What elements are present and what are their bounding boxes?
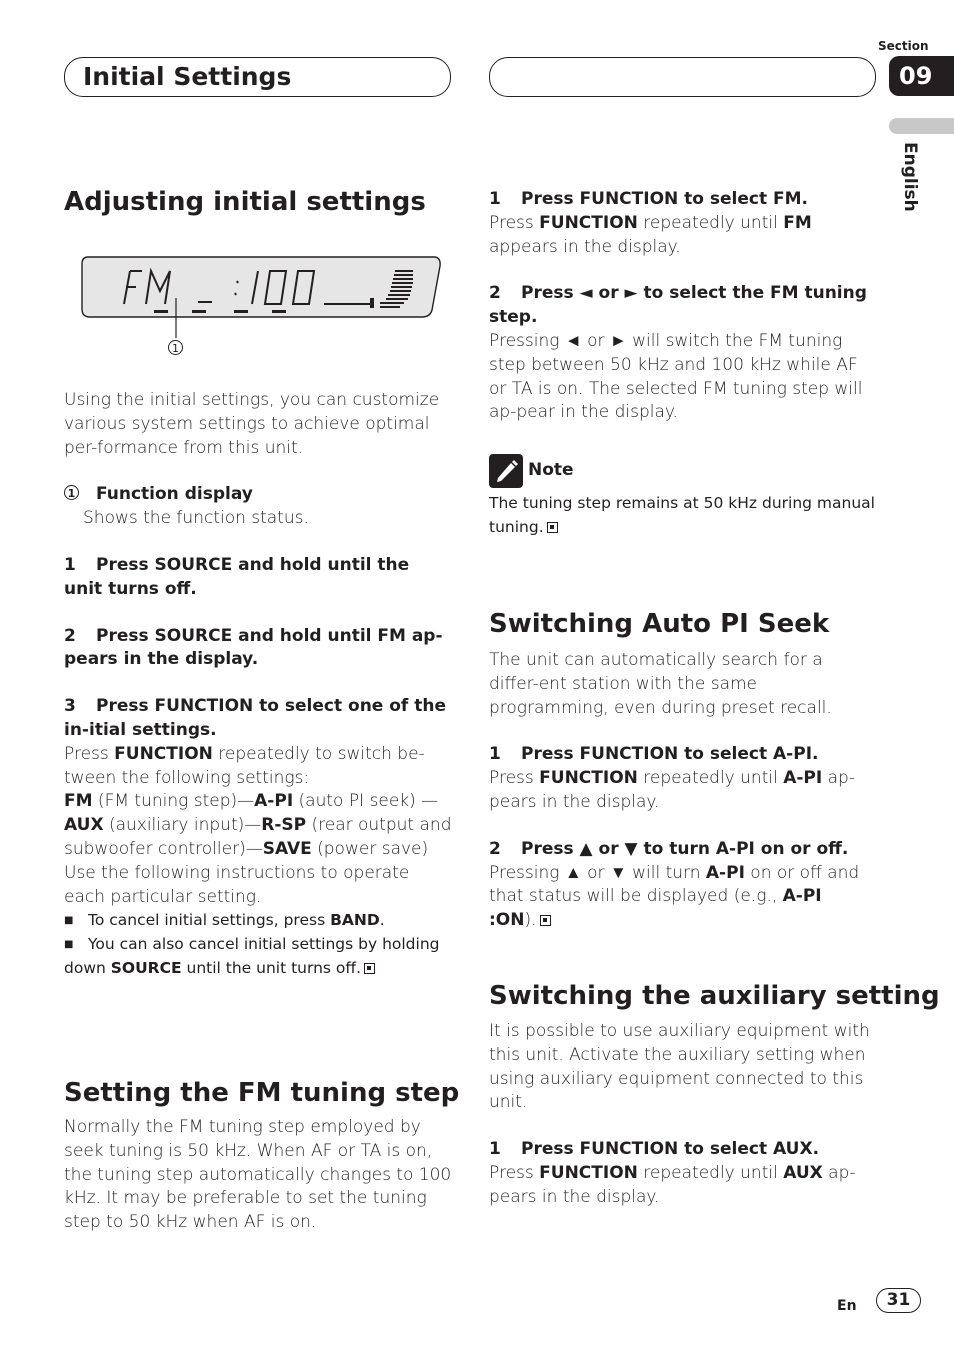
aux-intro: It is possible to use auxiliary equipment with this unit. Activate the auxiliary setting when using auxiliary equipment connected to this unit. [489, 1021, 870, 1113]
step-3 [64, 695, 452, 743]
function-display-item [64, 483, 452, 507]
step-text: Press SOURCE and hold until FM ap-pears in the display. [64, 625, 443, 670]
heading-auto-pi-seek: Switching Auto PI Seek [489, 609, 830, 639]
section-title-box [64, 57, 451, 97]
callout-marker-text: 1 [64, 485, 79, 500]
section-subtitle-box [489, 57, 876, 97]
step-3-body: Press FUNCTION repeatedly to switch be-tween the following settings: FM (FM tuning step)—A-PI (auto PI seek) —AUX (auxiliary input)—R-SP (rear output and subwoofer controller)—SAVE (power save) Use the following instructions to operate each particular setting. [64, 743, 452, 907]
section-label: Section [878, 39, 929, 53]
function-display-illustration [80, 254, 442, 364]
step-number: 1 [64, 554, 76, 575]
api-step-2: 2 Press ▲ or ▼ to turn A-PI on or off. [489, 838, 849, 859]
heading-adjusting: Adjusting initial settings [64, 187, 426, 217]
step-number: 2 [64, 625, 76, 646]
end-mark-icon [547, 522, 558, 533]
step-number: 3 [64, 696, 76, 717]
step-2 [64, 625, 452, 673]
item-title: Function display [96, 484, 253, 505]
note-label: Note [528, 460, 574, 480]
api-step-1: 1 Press FUNCTION to select A-PI. [489, 744, 819, 765]
api-intro: The unit can automatically search for a differ-ent station with the same programming, even during preset recall. [489, 650, 832, 718]
step-text: Press SOURCE and hold until the unit turns off. [64, 554, 410, 599]
page-number: 31 [876, 1288, 921, 1313]
aux-step-1-body: Press FUNCTION repeatedly until AUX ap-pears in the display. [489, 1162, 856, 1207]
aux-step-1: 1 Press FUNCTION to select AUX. [489, 1139, 820, 1160]
note-icon [489, 454, 523, 488]
step-1 [64, 554, 452, 602]
end-mark-icon [364, 963, 375, 974]
end-mark-icon [540, 915, 551, 926]
function-display-desc: Shows the function status. [83, 508, 309, 529]
api-step-1-body: Press FUNCTION repeatedly until A-PI ap-pears in the display. [489, 768, 855, 812]
bullet-cancel-band: ■ To cancel initial settings, press BAND. [64, 911, 385, 930]
callout-marker: 1 [168, 340, 183, 355]
section-number-badge: 09 [889, 56, 954, 96]
fm-step-2-body: Pressing ◄ or ► will switch the FM tuning step between 50 kHz and 100 kHz while AF or TA is on. The selected FM tuning step will ap-pear in the display. [489, 330, 863, 423]
note-text: The tuning step remains at 50 kHz during manual tuning. [489, 494, 875, 536]
language-tab [889, 118, 954, 134]
fm-intro-paragraph: Normally the FM tuning step employed by seek tuning is 50 kHz. When AF or TA is on, the tuning step automatically changes to 100 kHz. It may be preferable to set the tuning step to 50 kHz when AF is on. [64, 1117, 452, 1233]
fm-step-1-body: Press FUNCTION repeatedly until FM appears in the display. [489, 212, 812, 257]
language-label: English [900, 142, 920, 212]
fm-step-1: 1 Press FUNCTION to select FM. [489, 189, 809, 209]
lcd-display-icon [80, 254, 442, 364]
heading-auxiliary-setting: Switching the auxiliary setting [489, 981, 940, 1011]
bullet-cancel-source: ■ You can also cancel initial settings by holding down SOURCE until the unit turns off. [64, 935, 440, 977]
section-title: Initial Settings [83, 62, 292, 91]
footer-lang-code: En [837, 1298, 857, 1314]
api-step-2-body: Pressing ▲ or ▼ will turn A-PI on or off and that status will be displayed (e.g., A-PI :ON). [489, 862, 860, 931]
heading-fm-tuning-step: Setting the FM tuning step [64, 1078, 460, 1108]
intro-paragraph: Using the initial settings, you can customize various system settings to achieve optimal per-formance from this unit. [64, 390, 440, 458]
fm-step-2: 2 Press ◄ or ► to select the FM tuning step. [489, 283, 867, 328]
step-text: Press FUNCTION to select one of the in-itial settings. [64, 696, 447, 740]
